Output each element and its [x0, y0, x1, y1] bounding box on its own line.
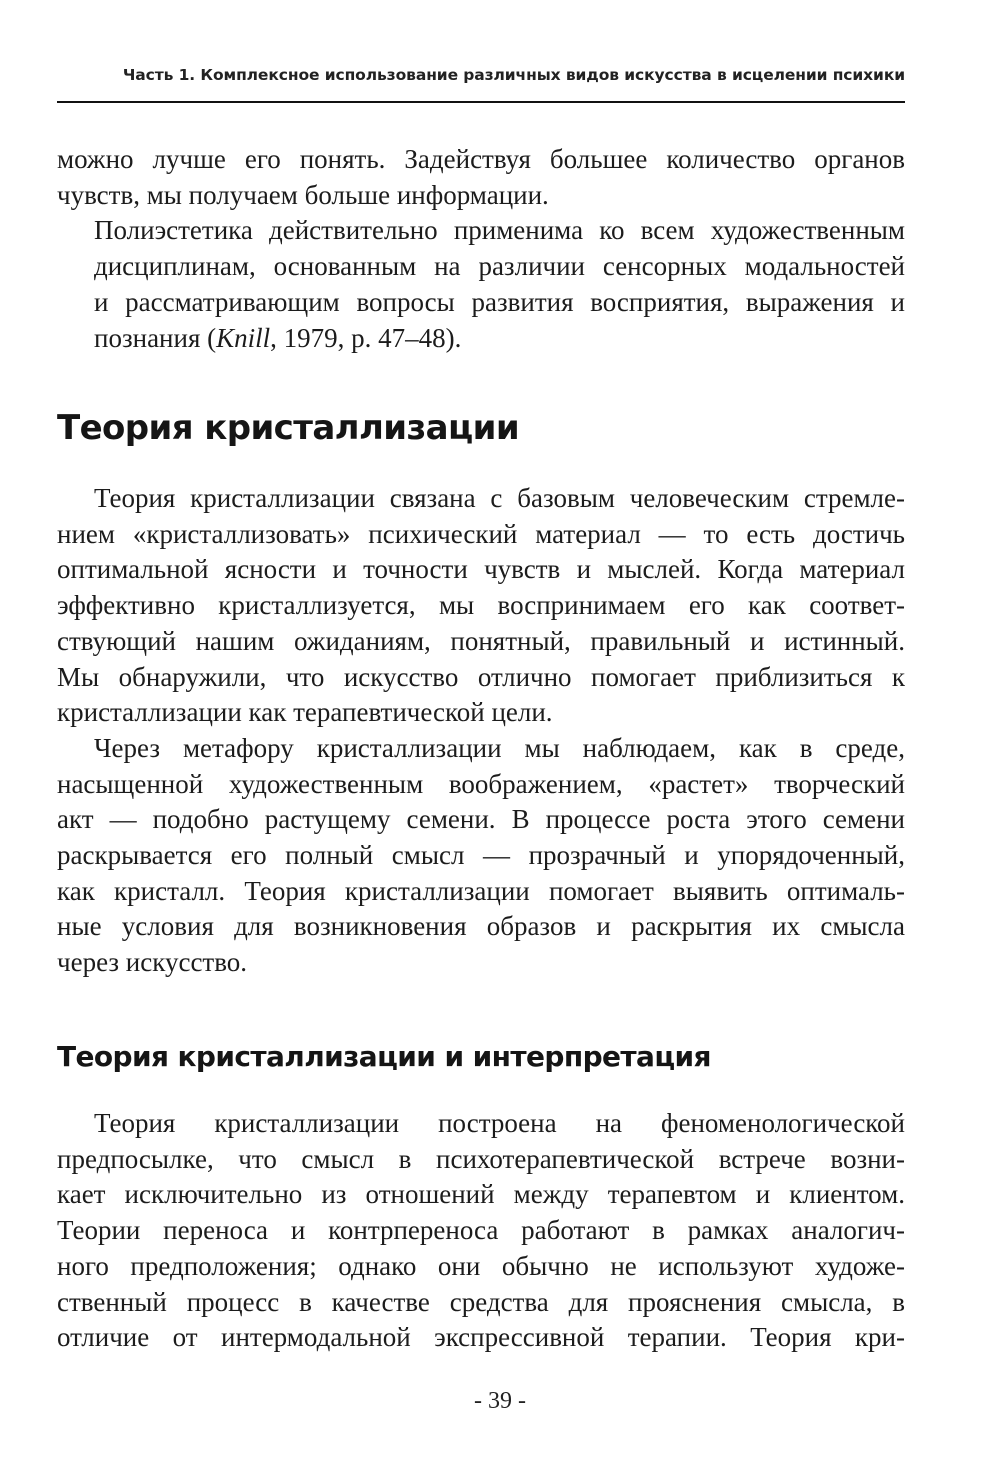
header-rule	[57, 101, 905, 103]
intro-paragraph-1	[57, 142, 905, 213]
text-line: Мы обнаружили, что искусство отлично помогает приблизиться к	[57, 661, 905, 692]
text-line: можно лучше его понять. Задействуя большее количество органов	[57, 144, 905, 174]
text-line: ственный процесс в качестве средства для прояснения смысла, в	[57, 1286, 905, 1317]
text-line: Теория кристаллизации связана с базовым человеческим стремле-	[94, 483, 905, 513]
section2-text	[57, 1106, 905, 1356]
citation-author: Knill	[216, 322, 271, 353]
citation-prefix: познания (	[94, 322, 217, 353]
section-heading-crystallization: Теория кристаллизации	[57, 408, 520, 448]
text-line: ного предположения; однако они обычно не используют художе-	[57, 1250, 905, 1281]
text-line: Полиэстетика действительно применима ко всем художественным	[94, 215, 905, 246]
intro-paragraph-2	[57, 213, 905, 356]
text-line: раскрывается его полный смысл — прозрачный и упорядоченный,	[57, 840, 905, 871]
section2-paragraph-1	[57, 1106, 905, 1356]
text-line: Через метафору кристаллизации мы наблюдаем, как в среде,	[94, 732, 905, 763]
section-heading-interpretation: Теория кристаллизации и интерпретация	[57, 1040, 711, 1073]
text-line: Теории переноса и контрпереноса работают в рамках аналогич-	[57, 1215, 905, 1246]
text-line: дисциплинам, основанным на различии сенсорных модальностей	[94, 251, 905, 282]
text-line: акт — подобно растущему семени. В процессе роста этого семени	[57, 804, 905, 835]
text-line: нием «кристаллизовать» психический материал — то есть достичь	[57, 518, 905, 549]
text-line	[57, 321, 905, 357]
text-line: ные условия для возникновения образов и раскрытия их смысла	[57, 911, 905, 942]
text-line: через искусство.	[57, 947, 248, 978]
text-line: ствующий нашим ожиданиям, понятный, правильный и истинный.	[57, 625, 905, 656]
text-line: и рассматривающим вопросы развития восприятия, выражения и	[94, 286, 905, 317]
section1-paragraph-1	[57, 481, 905, 731]
text-line: как кристалл. Теория кристаллизации помогает выявить оптималь-	[57, 875, 905, 906]
section1-text	[57, 481, 905, 981]
section1-paragraph-2	[57, 731, 905, 981]
text-line: кристаллизации как терапевтической цели.	[57, 697, 553, 728]
text-line: насыщенной художественным воображением, «растет» творческий	[57, 768, 905, 799]
citation-suffix: , 1979, p. 47–48).	[270, 322, 462, 353]
text-line: кает исключительно из отношений между терапевтом и клиентом.	[57, 1179, 905, 1210]
text-line: оптимальной ясности и точности чувств и мыслей. Когда материал	[57, 554, 905, 585]
running-head: Часть 1. Комплексное использование различных видов искусства в исцелении психики	[122, 66, 905, 84]
intro-text	[57, 142, 905, 356]
text-line: предпосылке, что смысл в психотерапевтической встрече возни-	[57, 1143, 905, 1174]
text-line: Теория кристаллизации построена на феноменологической	[94, 1108, 905, 1138]
text-line: чувств, мы получаем больше информации.	[57, 179, 549, 210]
text-line: отличие от интермодальной экспрессивной терапии. Теория кри-	[57, 1322, 905, 1353]
text-line: эффективно кристаллизуется, мы воспринимаем его как соответ-	[57, 590, 905, 621]
page-number: - 39 -	[474, 1388, 526, 1414]
